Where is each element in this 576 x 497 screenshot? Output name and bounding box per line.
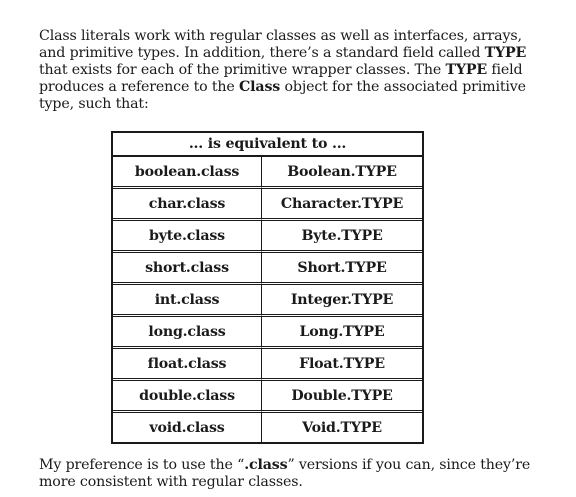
class-literal-cell: int.class [113, 285, 262, 317]
table-row [113, 413, 422, 442]
table-row [113, 221, 422, 253]
dot-class-keyword: .class [244, 457, 288, 473]
table-row [113, 189, 422, 221]
class-literal-cell: void.class [113, 413, 262, 442]
class-literal-cell: double.class [113, 381, 262, 413]
intro-text-1: Class literals work with regular classes as well as interfaces, arrays, and primitive types. In addition, there’s a standard field called [39, 28, 522, 61]
table-row [113, 253, 422, 285]
table-row [113, 285, 422, 317]
type-keyword: TYPE [445, 62, 488, 78]
table-header: ... is equivalent to ... [113, 133, 422, 157]
intro-paragraph [39, 28, 539, 113]
class-literal-cell: float.class [113, 349, 262, 381]
table-row [113, 349, 422, 381]
intro-text-3: field produces a reference to the [39, 62, 523, 95]
intro-text-4: object for the associated primitive type, such that: [39, 79, 526, 112]
type-field-cell: Character.TYPE [262, 189, 422, 221]
type-field-cell: Void.TYPE [302, 419, 382, 436]
type-field-cell: Boolean.TYPE [262, 157, 422, 189]
type-field-cell: Double.TYPE [262, 381, 422, 413]
table-row [113, 317, 422, 349]
type-field-cell: Short.TYPE [262, 253, 422, 285]
intro-text-2: that exists for each of the primitive wrapper classes. The [39, 62, 446, 78]
outro-text-2: ” versions if you can, since they’re more consistent with regular classes. [39, 457, 531, 490]
class-keyword: Class [239, 79, 281, 95]
type-keyword: TYPE [484, 45, 527, 61]
type-field-cell: Long.TYPE [262, 317, 422, 349]
outro-paragraph [39, 457, 539, 491]
class-literal-cell: short.class [113, 253, 262, 285]
outro-text-1: My preference is to use the “ [39, 457, 245, 473]
type-field-cell: Byte.TYPE [262, 221, 422, 253]
type-field-cell: Integer.TYPE [262, 285, 422, 317]
equivalence-table [111, 131, 424, 444]
table-row [113, 381, 422, 413]
table-row [113, 157, 422, 189]
class-literal-cell: long.class [113, 317, 262, 349]
table-header-row [113, 133, 422, 157]
class-literal-cell: byte.class [113, 221, 262, 253]
class-literal-cell: char.class [113, 189, 262, 221]
class-literal-cell: boolean.class [113, 157, 262, 189]
type-field-cell: Float.TYPE [262, 349, 422, 381]
